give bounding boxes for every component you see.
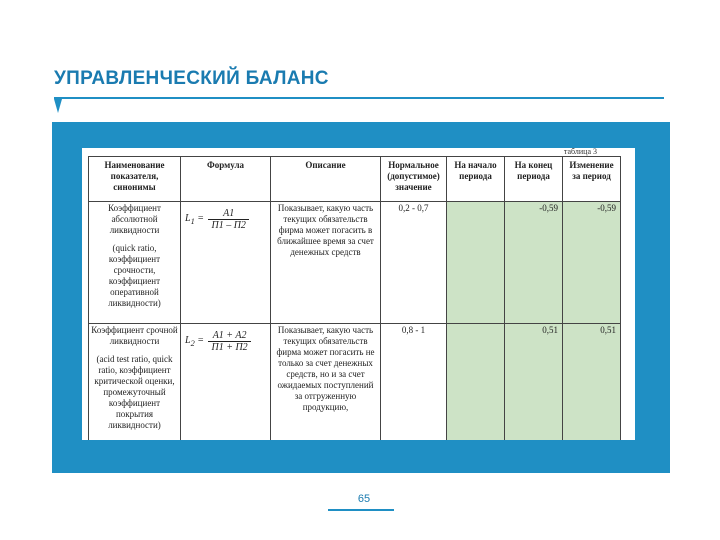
table-row [89, 202, 621, 324]
period-start-cell [447, 202, 505, 324]
table-image [82, 148, 635, 440]
header-description: Описание [271, 157, 381, 202]
table-row [89, 324, 621, 441]
header-period-start: На начало периода [447, 157, 505, 202]
period-start-cell [447, 324, 505, 441]
title-underline [54, 97, 664, 99]
formula-denominator: П1 – П2 [211, 220, 246, 231]
description-cell: Показывает, какую часть текущих обязательств фирма может погасить в ближайшее время за счет денежных средств [271, 202, 381, 324]
formula-cell [181, 202, 271, 324]
header-period-end: На конец периода [505, 157, 563, 202]
formula-fraction [208, 208, 248, 231]
normal-value-cell: 0,2 - 0,7 [381, 202, 447, 324]
indicator-synonyms: (acid test ratio, quick ratio, коэффициент критической оценки, промежуточный коэффициент покрытия ликвидности) [94, 354, 175, 430]
period-change-cell: -0,59 [563, 202, 621, 324]
formula-numerator: A1 + A2 [208, 330, 250, 342]
period-change-cell: 0,51 [563, 324, 621, 441]
row-name-cell [89, 202, 181, 324]
liquidity-table [88, 156, 621, 440]
normal-value-cell: 0,8 - 1 [381, 324, 447, 441]
period-end-cell: 0,51 [505, 324, 563, 441]
formula-numerator: A1 [208, 208, 248, 220]
title-underline-tick [54, 99, 62, 113]
row-name-cell [89, 324, 181, 441]
indicator-name: Коэффициент срочной ликвидности [91, 325, 178, 346]
formula-fraction [208, 330, 250, 353]
header-normal-value: Нормальное (допустимое) значение [381, 157, 447, 202]
page-number-underline [328, 509, 394, 511]
formula-lhs: $L_2$ = [185, 334, 204, 348]
formula-lhs: $L_1$ = [185, 212, 204, 226]
page-number: 65 [357, 493, 371, 505]
formula-cell [181, 324, 271, 441]
slide-title: УПРАВЛЕНЧЕСКИЙ БАЛАНС [54, 68, 329, 89]
indicator-synonyms: (quick ratio, коэффициент срочности, коэффициент оперативной ликвидности) [108, 243, 161, 308]
header-period-change: Изменение за период [563, 157, 621, 202]
header-formula: Формула [181, 157, 271, 202]
indicator-name: Коэффициент абсолютной ликвидности [108, 203, 161, 235]
formula-denominator: П1 + П2 [211, 342, 248, 353]
table-corner-note: таблица 3 [563, 148, 597, 156]
period-end-cell: -0,59 [505, 202, 563, 324]
table-header-row [89, 157, 621, 202]
description-cell: Показывает, какую часть текущих обязательств фирма может погасить не только за счет денежных средств, но и за счет ожидаемых поступлений за отгруженную продукцию, [271, 324, 381, 441]
header-name: Наименование показателя, синонимы [89, 157, 181, 202]
